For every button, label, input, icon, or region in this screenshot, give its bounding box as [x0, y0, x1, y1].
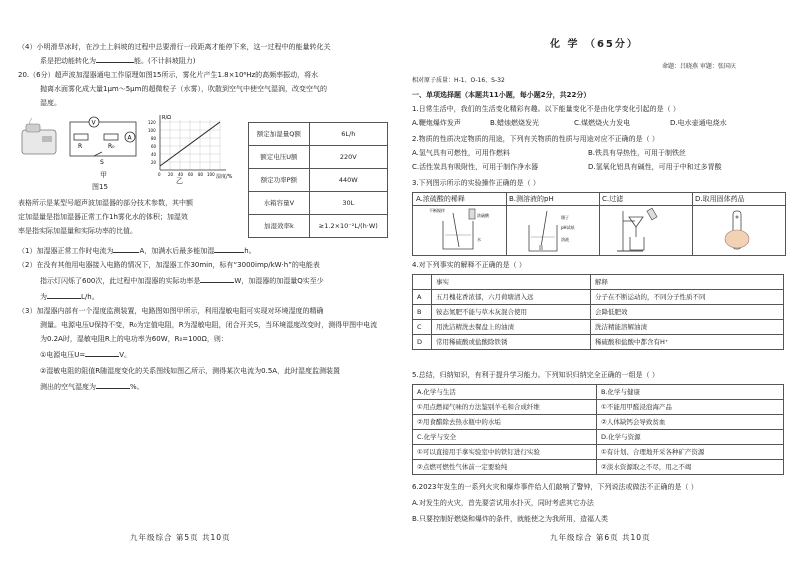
part2-line3	[40, 290, 99, 302]
group-b-title: B.化学与健康	[597, 385, 784, 400]
table-row[interactable]	[413, 290, 784, 305]
table-row	[249, 169, 388, 192]
row-explain: 会降低肥效	[591, 305, 784, 320]
spec-key: 额定电压U额	[249, 146, 310, 169]
part3-text-e: V。	[119, 351, 132, 359]
authors: 命题：吕晓燕 审题：张国庆	[662, 63, 736, 70]
table-row[interactable]	[413, 430, 784, 445]
table-row[interactable]	[413, 335, 784, 350]
option-d[interactable]: D.取用固体药品	[695, 195, 745, 203]
row-explain: 稀硫酸和盐酸中都含有H⁺	[591, 335, 784, 350]
xtick: 40	[178, 172, 184, 177]
table-row	[249, 146, 388, 169]
answer-blank[interactable]	[47, 290, 81, 299]
solid-reagent-image	[713, 207, 773, 253]
spec-value: 30L	[309, 192, 387, 215]
spec-key: 额定加湿量Q额	[249, 123, 310, 146]
row-letter: D	[413, 335, 432, 350]
table-row[interactable]	[413, 305, 784, 320]
col-header: 事实	[432, 275, 591, 290]
spec-value: 440W	[309, 169, 387, 192]
row-explain: 分子在不断运动的，不同分子性质不同	[591, 290, 784, 305]
table-row	[413, 445, 784, 460]
part3-text-h: %。	[130, 383, 144, 391]
row-explain: 洗洁精能溶解油渍	[591, 320, 784, 335]
option-d[interactable]: D.电水壶通电烧水	[670, 119, 727, 127]
group-cell: ①有计划、合理地开采各种矿产资源	[597, 445, 784, 460]
part3-line4	[40, 348, 131, 360]
switch-label: S	[100, 159, 104, 166]
fig-label: 不断搅拌	[429, 208, 445, 213]
q19-part4-line1: （4）小明滑旱冰时，在沙土上斜坡的过程中总要滑行一段距离才能停下来，这一过程中的能量转化关	[18, 43, 331, 51]
option-a[interactable]: A.鞭炮爆炸发声	[412, 119, 461, 127]
fig-label: 溶液	[561, 237, 569, 242]
group-c-title: C.化学与安全	[413, 430, 597, 445]
q1-options	[412, 118, 727, 128]
q4-table	[412, 274, 784, 350]
option-a[interactable]: A.浓硫酸的稀释	[416, 195, 465, 203]
q3-figure-box	[412, 192, 786, 256]
option-b[interactable]: B.只要控制好燃烧和爆炸的条件，就能使之为我所用，造福人类	[412, 515, 609, 523]
q5-table	[412, 384, 784, 475]
figure-caption: 图15	[92, 183, 108, 191]
col-header	[413, 275, 432, 290]
part3-line2: 测量。电源电压U保持不变，R₀为定值电阻，R为湿敏电阻，闭合开关S，当环境湿度改变时，测得甲图中电流	[40, 321, 378, 329]
row-letter: B	[413, 305, 432, 320]
table-row	[413, 400, 784, 415]
part2-text: 指示灯闪烁了600次，此过程中加湿器的实际功率是	[40, 277, 201, 285]
ytick: 120	[148, 120, 156, 125]
option-a[interactable]: A.对发生的火灾，首先要尝试用水扑灭，同时考虑其它办法	[412, 499, 594, 507]
row-fact: 用洗洁精洗去餐盘上的油渍	[432, 320, 591, 335]
part2-line2	[40, 274, 324, 286]
q19-part4-line2	[40, 54, 195, 66]
q2-options-row2	[412, 162, 722, 172]
part3-line3: 为0.2A时，湿敏电阻R上的电功率为60W，R₀=100Ω，则：	[40, 335, 228, 343]
table-row	[249, 192, 388, 215]
desc-line2: 定加湿量是指加湿器正常工作1h雾化水的体积；加湿效	[18, 213, 188, 221]
table-header	[413, 275, 784, 290]
part3-line6	[40, 380, 144, 392]
answer-blank[interactable]	[85, 348, 119, 357]
q5: 5.总结，归纳知识，有利于提升学习能力。下列知识归纳完全正确的一组是（ ）	[412, 371, 659, 379]
answer-blank[interactable]	[214, 244, 244, 253]
desc-line1: 表格所示是某型号超声波加湿器的部分技术参数，其中额	[18, 199, 193, 207]
answer-blank[interactable]	[113, 244, 139, 253]
option-b[interactable]: B.测溶液的pH	[509, 195, 554, 203]
graph-xlabel: 湿度/%	[216, 174, 233, 180]
answer-blank[interactable]	[96, 54, 134, 63]
q20-line2: 抛离水面雾化成大量1μm～5μm的超微粒子（水雾），吹散到空气中使空气湿润，改变空气的	[40, 85, 327, 93]
row-letter: C	[413, 320, 432, 335]
xtick: 100	[207, 172, 215, 177]
part3-line5: ②湿敏电阻的阻值R随湿度变化的关系图线如图乙所示，测得某次电流为0.5A，此时湿度监测装置	[40, 367, 341, 375]
fig-label: 镊子	[561, 215, 569, 220]
group-cell: ①用点燃闻气味的方法鉴别羊毛和合成纤维	[413, 400, 597, 415]
option-b[interactable]: B.蜡烛燃烧发光	[490, 119, 540, 127]
part1	[18, 244, 256, 256]
ammeter-label: A	[127, 134, 132, 142]
group-cell: ②淡水资源取之不尽，用之不竭	[597, 460, 784, 475]
option-c[interactable]: C.煤燃烧火力发电	[574, 119, 631, 127]
table-row[interactable]	[413, 385, 784, 400]
q2: 2.物质的性质决定物质的用途，下列有关物质的性质与用途对应不正确的是（ ）	[412, 135, 659, 143]
humidifier-image	[18, 118, 68, 158]
ytick: 40	[151, 152, 157, 157]
page-title: 化 学 （65分）	[550, 39, 639, 50]
row-fact: 铵态氮肥不能与草木灰混合使用	[432, 305, 591, 320]
q3: 3.下列图示所示的实验操作正确的是（ ）	[412, 179, 540, 187]
q20-line3: 湿度。	[40, 99, 61, 107]
spec-key: 水箱容量V	[249, 192, 310, 215]
group-cell: ①不能用甲醛浸泡海产品	[597, 400, 784, 415]
part2-text-e: L/h。	[81, 293, 99, 301]
group-cell: ②人体缺钙会导致贫血	[597, 415, 784, 430]
fig-label: 水	[477, 237, 481, 242]
spec-table	[248, 122, 388, 238]
group-cell: ①可以直接用手拿实验室中的铁钉进行实验	[413, 445, 597, 460]
row-fact: 五月槐花香浓郁，六月荷塘清入远	[432, 290, 591, 305]
figure-yi-label: 乙	[176, 177, 183, 185]
xtick: 60	[188, 172, 194, 177]
graph-ylabel: R/Ω	[162, 115, 171, 121]
dilution-image	[429, 207, 499, 253]
col-header: 解释	[591, 275, 784, 290]
option-b[interactable]: B.铁具有导热性，可用于制铁丝	[588, 149, 687, 157]
part3-text-g: 测出的空气湿度为	[40, 383, 96, 391]
part2-line1: （2）在没有其他用电器接入电路的情况下，加湿器工作30min，标有“3000imp/kW·h”的电能表	[18, 261, 320, 269]
option-c[interactable]: C.活性炭具有吸附性，可用于制作净水器	[412, 163, 539, 171]
group-d-title: D.化学与资源	[597, 430, 784, 445]
page-footer-left: 九年级综合 第5页 共10页	[130, 533, 231, 542]
table-row	[413, 460, 784, 475]
spec-value: 220V	[309, 146, 387, 169]
resistor-r0-label: R₀	[108, 143, 115, 150]
row-fact: 常用稀硫酸或盐酸除铁锈	[432, 335, 591, 350]
part3-text-d: ①电源电压U=	[40, 351, 86, 359]
answer-blank[interactable]	[200, 274, 234, 283]
q19-text: 系是把动能转化为	[40, 57, 96, 65]
q1: 1.日常生活中，我们的生活变化精彩有趣。以下能量变化不是由化学变化引起的是（ ）	[412, 105, 680, 113]
spec-key: 额定功率P额	[249, 169, 310, 192]
ytick: 20	[151, 160, 157, 165]
part1-text: （1）加湿器正常工作时电流为	[18, 247, 114, 255]
option-a[interactable]: A.氢气具有可燃性，可用作燃料	[412, 149, 510, 157]
figure-jia-label: 甲	[100, 171, 107, 179]
part3-line1: （3）加湿器内部有一个湿度监测装置，电路图如图甲所示，利用湿敏电阻可实现对环境湿度的精确	[18, 307, 324, 315]
ytick: 80	[151, 136, 157, 141]
table-row	[249, 215, 388, 238]
ytick: 60	[151, 144, 157, 149]
group-a-title: A.化学与生活	[413, 385, 597, 400]
filtration-image	[613, 207, 683, 253]
section-heading: 一、单项选择题（本题共11小题，每小题2分，共22分）	[412, 91, 591, 99]
table-row[interactable]	[413, 320, 784, 335]
q19-text-end: 能。(不计斜坡阻力)	[134, 57, 196, 65]
xtick: 20	[168, 172, 174, 177]
part2-text-d: 为	[40, 293, 47, 301]
humidity-graph	[146, 112, 236, 182]
spec-value: 6L/h	[309, 123, 387, 146]
row-letter: A	[413, 290, 432, 305]
fig-label: 浓硫酸	[477, 213, 489, 218]
xtick: 80	[198, 172, 204, 177]
q4: 4.对下列事实的解释不正确的是（ ）	[412, 261, 526, 269]
circuit-diagram	[64, 116, 144, 168]
atomic-masses: 相对原子质量：H-1、O-16、S-32	[412, 77, 505, 84]
part1-text-c: h。	[244, 247, 256, 255]
table-row	[413, 415, 784, 430]
ph-test-image	[523, 207, 593, 253]
part1-text-b: A，加满水后最多能加湿	[139, 247, 215, 255]
fig-label: pH试纸	[561, 225, 575, 230]
part2-text-c: W，加湿器的加湿量Q实至少	[234, 277, 324, 285]
q6: 6.2023年发生的一系列火灾和爆炸事件给人们敲响了警钟，下列说法或做法不正确的是（ ）	[412, 483, 698, 491]
voltmeter-label: V	[91, 119, 96, 127]
table-row	[249, 123, 388, 146]
q20-line1: 20.（6分）超声波加湿器通电工作原理如图15所示，雾化片产生1.8×10⁶Hz的高频率振动，将水	[18, 71, 319, 79]
answer-blank[interactable]	[96, 380, 130, 389]
group-cell: ②点燃可燃性气体前一定要验纯	[413, 460, 597, 475]
desc-line3: 率是指实际加湿量和实际功率的比值。	[18, 227, 137, 235]
q2-options-row1	[412, 148, 686, 158]
resistor-r-label: R	[78, 143, 83, 150]
spec-value: ≥1.2×10⁻²L/(h·W)	[309, 215, 387, 238]
ytick: 100	[148, 128, 156, 133]
right-page	[400, 0, 794, 561]
xtick: 0	[158, 172, 161, 177]
page-footer-right: 九年级综合 第6页 共10页	[550, 533, 651, 542]
option-c[interactable]: C.过滤	[602, 195, 624, 203]
spec-key: 加湿效率k	[249, 215, 310, 238]
group-cell: ②用食醋除去热水瓶中的水垢	[413, 415, 597, 430]
option-d[interactable]: D.氢氧化铝具有碱性，可用于中和过多胃酸	[588, 163, 722, 171]
